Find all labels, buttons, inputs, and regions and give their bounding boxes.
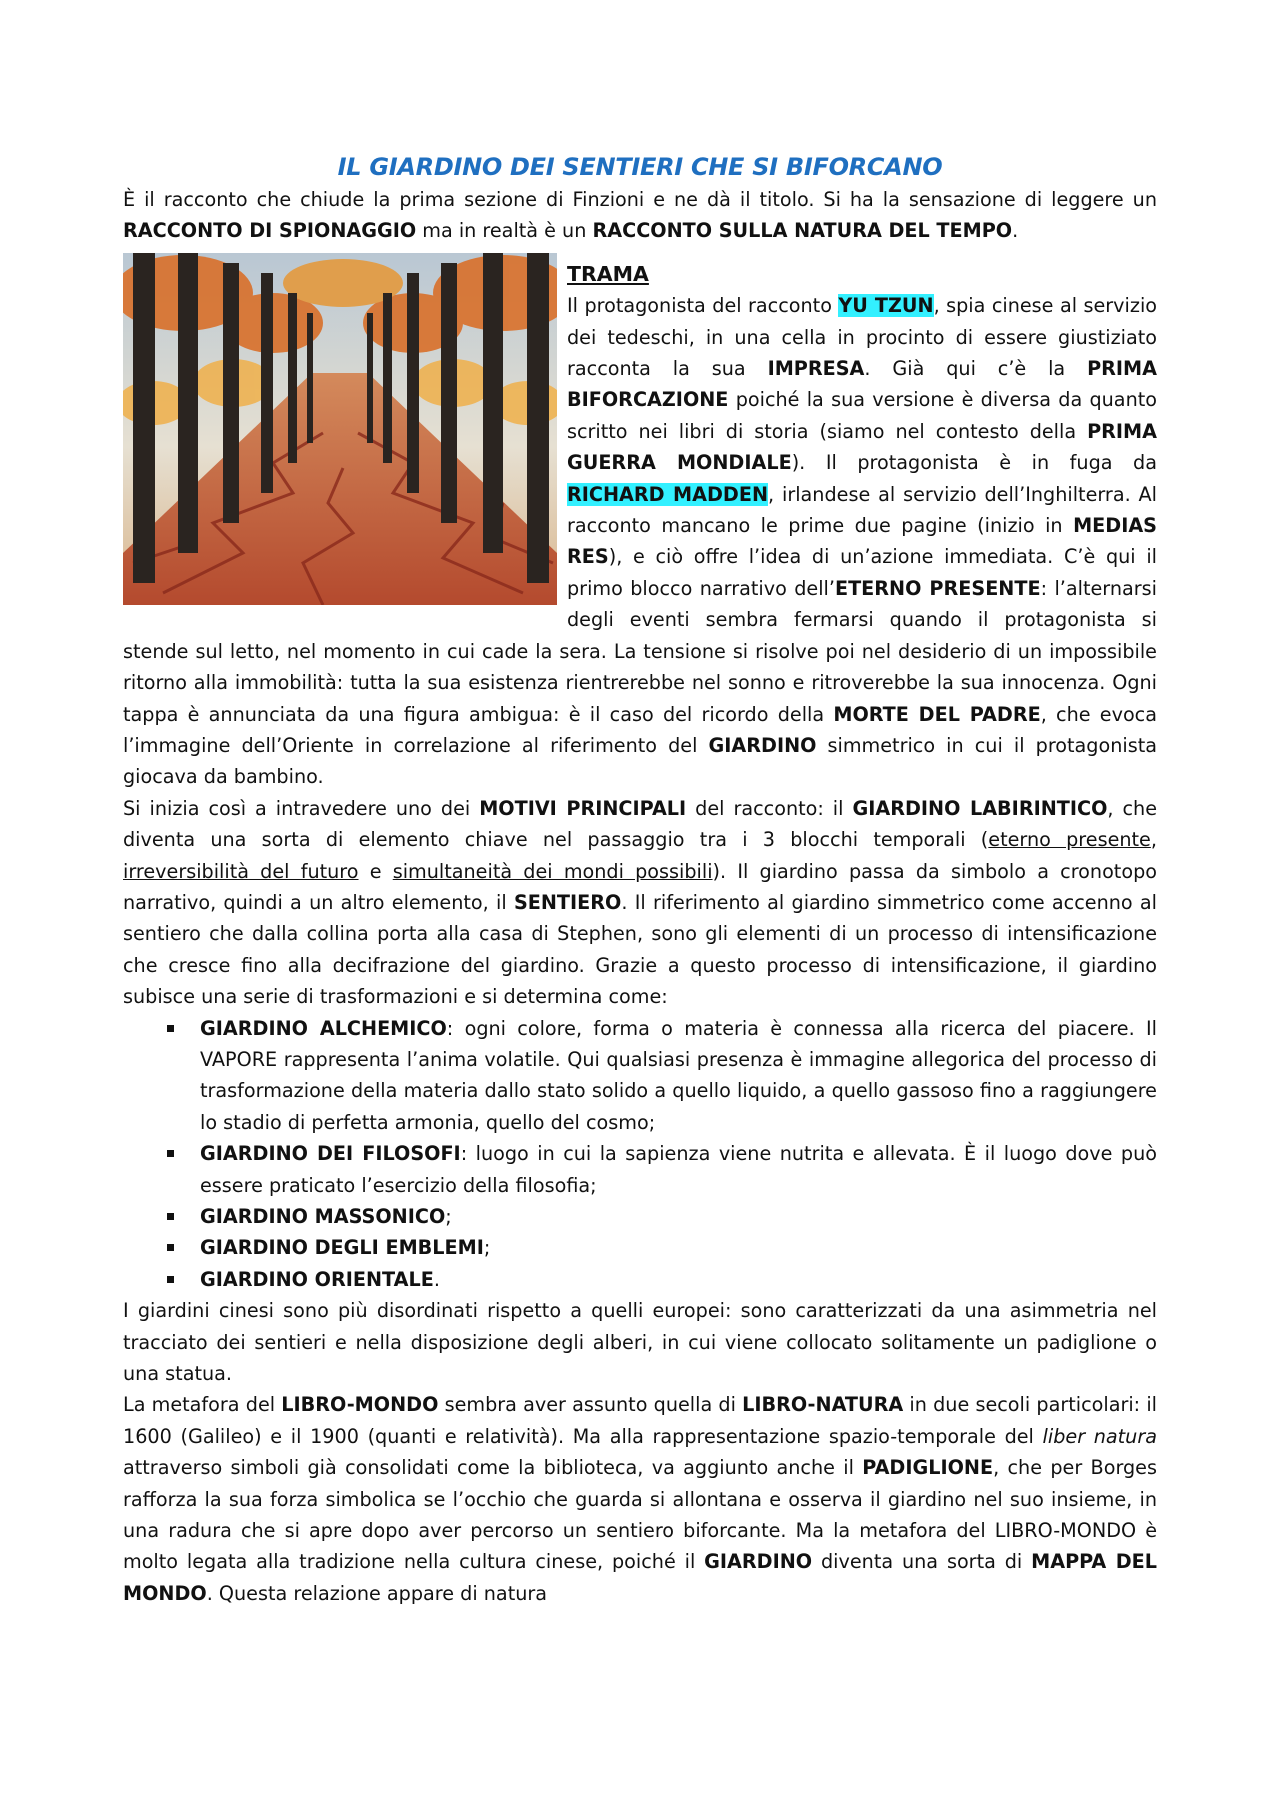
list-item bbox=[200, 1201, 1157, 1232]
text: ; bbox=[445, 1205, 452, 1228]
underlined-text: irreversibilità del futuro bbox=[123, 859, 359, 883]
text: in due secoli particolari: il 1600 (Galileo) e il 1900 (quanti e relatività). Ma alla rappresentazione spazio-temporale del bbox=[123, 1393, 1157, 1448]
text: Il protagonista del racconto bbox=[567, 294, 839, 318]
text: , spia cinese al servizio dei tedeschi, in una cella in procinto di essere giustiziato racconta la sua bbox=[567, 294, 1158, 381]
bold-text: MEDIAS RES bbox=[567, 514, 1157, 569]
list-item bbox=[200, 1232, 1157, 1263]
text: . bbox=[433, 1267, 440, 1291]
text: ma in realtà è un bbox=[416, 219, 593, 243]
text: . Il riferimento al giardino simmetrico come accenno al sentiero che dalla collina porta alla casa di Stephen, sono gli elementi di un processo di intensificazione che cresce fino alla decifrazione del giardino. Grazie a questo processo di intensificazione, il giardino subisce una serie di trasformazioni e si determina come: bbox=[123, 890, 1157, 1009]
text: poiché la sua versione è diversa da quanto scritto nei libri di storia (siamo nel contesto della bbox=[567, 388, 1157, 443]
text: ). Il protagonista è in fuga da bbox=[791, 451, 1157, 475]
bold-text: LIBRO-NATURA bbox=[742, 1393, 904, 1417]
book-world-paragraph bbox=[123, 1389, 1157, 1609]
text: simmetrico in cui il protagonista giocava da bambino. bbox=[123, 733, 1157, 789]
text: ; bbox=[483, 1236, 491, 1260]
text: . Questa relazione appare di natura bbox=[206, 1581, 548, 1605]
text: Si inizia così a intravedere uno dei bbox=[123, 796, 480, 820]
bold-text: RACCONTO DI SPIONAGGIO bbox=[123, 219, 417, 243]
text: , che diventa una sorta di elemento chiave nel passaggio tra i 3 blocchi temporali ( bbox=[123, 796, 1158, 852]
text: diventa una sorta di bbox=[812, 1550, 1032, 1574]
text: La metafora del bbox=[123, 1393, 282, 1417]
chinese-gardens-paragraph: I giardini cinesi sono più disordinati rispetto a quelli europei: sono caratterizzati da una asimmetria nel tracciato dei sentieri e nella disposizione degli alberi, in cui viene collocato solitamente un padiglione o una statua. bbox=[123, 1299, 1157, 1386]
intro-paragraph bbox=[123, 184, 1157, 247]
bold-text: MORTE DEL PADRE bbox=[833, 702, 1041, 726]
italic-text: liber natura bbox=[1042, 1424, 1157, 1448]
bold-text: GIARDINO ALCHEMICO bbox=[200, 1016, 447, 1040]
text: e bbox=[358, 859, 393, 883]
section-heading-trama: TRAMA bbox=[567, 261, 649, 286]
painting-svg bbox=[123, 253, 557, 605]
bold-text: GIARDINO bbox=[704, 1550, 813, 1574]
bold-text: GIARDINO DEGLI EMBLEMI bbox=[200, 1236, 484, 1260]
text: attraverso simboli già consolidati come la biblioteca, va aggiunto anche il bbox=[123, 1456, 863, 1480]
text: sembra aver assunto quella di bbox=[438, 1393, 743, 1417]
text: , che evoca l’immagine dell’Oriente in correlazione al riferimento del bbox=[123, 702, 1157, 757]
bold-text: GIARDINO DEI FILOSOFI bbox=[200, 1142, 461, 1166]
highlighted-name: RICHARD MADDEN bbox=[567, 482, 769, 506]
bold-text: MAPPA DEL MONDO bbox=[123, 1550, 1157, 1605]
bold-text: PRIMA GUERRA MONDIALE bbox=[567, 419, 1157, 475]
motifs-paragraph bbox=[123, 793, 1157, 1013]
bold-text: GIARDINO bbox=[708, 733, 817, 757]
text: : ogni colore, forma o materia è connessa alla ricerca del piacere. Il VAPORE rappresenta l’anima volatile. Qui qualsiasi presenza è immagine allegorica del processo di trasformazione della materia dallo stato solido a quello liquido, a quello gassoso fino a raggiungere lo stadio di perfetta armonia, quello del cosmo; bbox=[200, 1016, 1157, 1134]
text: del racconto: il bbox=[686, 796, 853, 820]
page-title: IL GIARDINO DEI SENTIERI CHE SI BIFORCANO bbox=[337, 153, 943, 181]
bold-text: RACCONTO SULLA NATURA DEL TEMPO bbox=[592, 219, 1013, 243]
bold-text: LIBRO-MONDO bbox=[281, 1393, 439, 1417]
bold-text: ETERNO PRESENTE bbox=[834, 576, 1041, 600]
bold-text: IMPRESA bbox=[767, 357, 865, 381]
text: È il racconto che chiude la prima sezione di Finzioni e ne dà il titolo. Si ha la sensazione di leggere un bbox=[123, 188, 1157, 211]
document-page bbox=[123, 150, 1157, 1609]
highlighted-name: YU TZUN bbox=[838, 294, 934, 318]
text: : l’alternarsi degli eventi sembra fermarsi quando il protagonista si stende sul letto, nel momento in cui cade la sera. La tensione si risolve poi nel desiderio di un impossibile ritorno alla immobilità: tutta la sua esistenza rientrerebbe nel sonno e ritroverebbe la sua innocenza. Ogni tappa è annunciata da una figura ambigua: è il caso del ricordo della bbox=[123, 576, 1157, 726]
bold-text: SENTIERO bbox=[513, 890, 622, 914]
bold-text: GIARDINO ORIENTALE bbox=[200, 1267, 434, 1291]
garden-types-list bbox=[123, 1013, 1157, 1296]
list-item bbox=[200, 1138, 1157, 1201]
list-item bbox=[200, 1264, 1157, 1295]
labyrinth-garden-painting bbox=[123, 253, 557, 605]
text: , che per Borges rafforza la sua forza simbolica se l’occhio che guarda si allontana e osserva il giardino nel suo insieme, in una radura che si apre dopo aver percorso un sentiero biforcante. Ma la metafora del LIBRO-MONDO è molto legata alla tradizione nella cultura cinese, poiché il bbox=[123, 1456, 1157, 1574]
underlined-text: simultaneità dei mondi possibili bbox=[392, 859, 713, 883]
text: , bbox=[1150, 828, 1157, 852]
text: , irlandese al servizio dell’Inghilterra. Al racconto mancano le prime due pagine (inizio in bbox=[567, 482, 1158, 538]
bold-text: GIARDINO LABIRINTICO bbox=[852, 796, 1108, 820]
underlined-text: eterno presente bbox=[988, 828, 1151, 852]
bold-text: PADIGLIONE bbox=[862, 1456, 994, 1480]
text: . Già qui c’è la bbox=[864, 357, 1088, 381]
text: : luogo in cui la sapienza viene nutrita e allevata. È il luogo dove può essere praticato l’esercizio della filosofia; bbox=[200, 1142, 1157, 1197]
list-item bbox=[200, 1013, 1157, 1139]
bold-text: MOTIVI PRINCIPALI bbox=[479, 796, 687, 820]
bold-text: PRIMA BIFORCAZIONE bbox=[567, 357, 1157, 412]
text: . bbox=[1012, 219, 1019, 243]
text: ), e ciò offre l’idea di un’azione immediata. C’è qui il primo blocco narrativo dell’ bbox=[567, 545, 1157, 600]
bold-text: GIARDINO MASSONICO bbox=[200, 1205, 446, 1228]
text: ). Il giardino passa da simbolo a cronotopo narrativo, quindi a un altro elemento, il bbox=[123, 859, 1157, 914]
